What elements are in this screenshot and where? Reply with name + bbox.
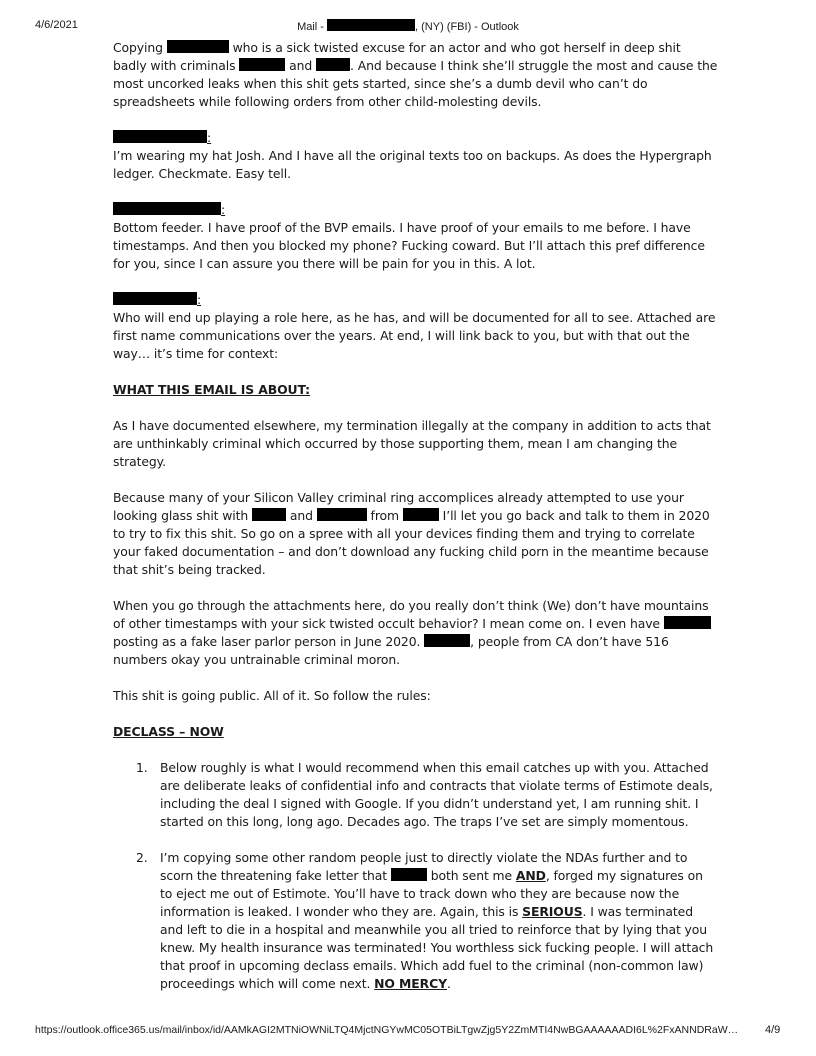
text-run: I’ll let you go back and talk to them in 2020 to try to fix this shit. So go on a spree with all your devices finding them and trying to correlate your faked documentation – and don’t download any fucking child porn in the meantime because that shit’s being tracked. bbox=[113, 508, 710, 577]
paragraph-bottom-feeder: Bottom feeder. I have proof of the BVP emails. I have proof of your emails to me before. I have timestamps. And then you blocked my phone? Fucking coward. But I’ll attach this pref difference for you, since I can assure you there will be pain for you in this. A lot. bbox=[113, 220, 705, 271]
emphasis-no-mercy: NO MERCY bbox=[374, 976, 447, 991]
redaction-box bbox=[316, 58, 350, 71]
redaction-box bbox=[391, 868, 427, 881]
redaction-box bbox=[317, 508, 367, 521]
redaction-box bbox=[252, 508, 286, 521]
list-item-text: Below roughly is what I would recommend when this email catches up with you. Attached are deliberate leaks of confidential info and contracts that violate terms of Estimote deals, including the deal I signed with Google. If you didn’t understand yet, I am running shit. I started on this long, long ago. Decades ago. The traps I’ve set are simply momentous. bbox=[160, 760, 713, 829]
text-run: who is a sick twisted excuse for an actor and who got herself in deep shit badly with criminals bbox=[113, 40, 681, 73]
list-number: 1. bbox=[136, 760, 148, 775]
list-item bbox=[113, 849, 718, 993]
print-date: 4/6/2021 bbox=[35, 19, 78, 31]
redaction-box bbox=[167, 40, 229, 53]
list-item-text bbox=[160, 849, 718, 993]
title-suffix: , (NY) (FBI) - Outlook bbox=[415, 21, 519, 33]
text-run: and bbox=[286, 508, 317, 523]
emphasis-and: AND bbox=[515, 868, 546, 883]
heading-declass: DECLASS – NOW bbox=[113, 724, 224, 739]
text-run: I’m copying some other random people just to directly violate the NDAs further and to scorn the threatening fake letter that bbox=[160, 850, 688, 883]
email-body bbox=[113, 39, 718, 1011]
text-run: , people from CA don’t have 516 numbers okay you untrainable criminal moron. bbox=[113, 634, 669, 667]
text-run: and bbox=[285, 58, 317, 73]
recipient-label bbox=[113, 291, 718, 309]
paragraph-copying bbox=[113, 39, 718, 111]
numbered-list bbox=[113, 759, 718, 993]
paragraph-looking-glass bbox=[113, 489, 718, 579]
paragraph-attachments bbox=[113, 597, 718, 669]
paragraph-role: Who will end up playing a role here, as he has, and will be documented for all to see. Attached are first name communications over the years. At end, I will link back to you, but with that out the way… it’s time for context: bbox=[113, 310, 716, 361]
paragraph-going-public: This shit is going public. All of it. So follow the rules: bbox=[113, 688, 431, 703]
text-run: from bbox=[366, 508, 403, 523]
label-colon: : bbox=[207, 130, 212, 145]
list-number: 2. bbox=[136, 850, 148, 865]
redaction-box bbox=[327, 19, 415, 31]
text-run: When you go through the attachments here, do you really don’t think (We) don’t have mountains of other timestamps with your sick twisted occult behavior? I mean come on. I even have bbox=[113, 598, 709, 631]
page-number: 4/9 bbox=[765, 1024, 781, 1036]
list-item bbox=[113, 759, 718, 831]
text-run: . bbox=[446, 976, 451, 991]
heading-about: WHAT THIS EMAIL IS ABOUT: bbox=[113, 382, 311, 397]
print-footer-url: https://outlook.office365.us/mail/inbox/id/AAMkAGI2MTNiOWNiLTQ4MjctNGYwMC05OTBiLTgwZjg5Y2ZmMTI4NwBGAAAAAADI6L%2FxANNDRaW… bbox=[35, 1024, 739, 1036]
text-run: posting as a fake laser parlor person in June 2020. bbox=[113, 634, 425, 649]
text-run: Because many of your Silicon Valley criminal ring accomplices already attempted to use your looking glass shit with bbox=[113, 490, 684, 523]
redaction-box bbox=[113, 202, 221, 215]
redaction-box bbox=[113, 292, 197, 305]
recipient-label bbox=[113, 201, 718, 219]
text-run: . I was terminated and left to die in a hospital and meanwhile you all tried to reinforce that by lying that you knew. My health insurance was terminated! You worthless sick fucking people. I will attach that proof in upcoming declass emails. Which add fuel to the criminal (non-common law) proceedings which will come next. bbox=[160, 904, 714, 991]
text-run: . And because I think she’ll struggle the most and cause the most uncorked leaks when this shit gets started, since she’s a dumb devil who can’t do spreadsheets while following orders from other child-molesting devils. bbox=[113, 58, 718, 109]
emphasis-serious: SERIOUS bbox=[522, 904, 583, 919]
label-colon: : bbox=[197, 292, 202, 307]
recipient-label bbox=[113, 129, 718, 147]
print-header-title bbox=[0, 19, 816, 33]
redaction-box bbox=[664, 616, 711, 629]
redaction-box bbox=[113, 130, 207, 143]
redaction-box bbox=[424, 634, 470, 647]
label-colon: : bbox=[221, 202, 226, 217]
paragraph-hat: I’m wearing my hat Josh. And I have all the original texts too on backups. As does the Hypergraph ledger. Checkmate. Easy tell. bbox=[113, 148, 712, 181]
text-run: , forged my signatures on to eject me out of Estimote. You’ll have to track down who they are because now the information is leaked. I wonder who they are. Again, this is bbox=[160, 868, 703, 919]
text-run: both sent me bbox=[426, 868, 516, 883]
redaction-box bbox=[403, 508, 439, 521]
text-run: Copying bbox=[113, 40, 167, 55]
redaction-box bbox=[239, 58, 285, 71]
title-prefix: Mail - bbox=[297, 21, 328, 33]
paragraph-termination: As I have documented elsewhere, my termination illegally at the company in addition to acts that are unthinkably criminal which occurred by those supporting them, mean I am changing the strategy. bbox=[113, 418, 711, 469]
